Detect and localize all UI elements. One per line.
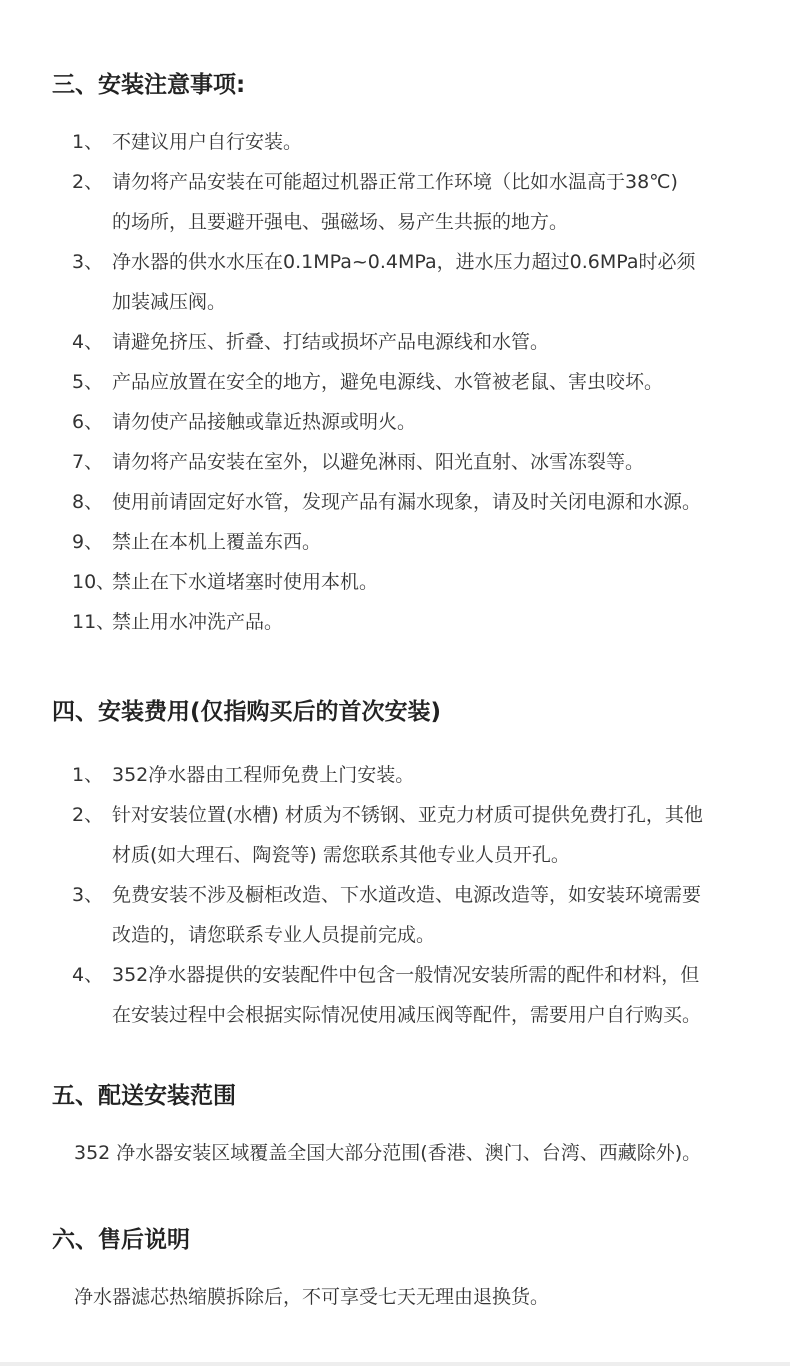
item-text: 使用前请固定好水管，发现产品有漏水现象，请及时关闭电源和水源。 bbox=[112, 491, 702, 513]
item-text: 针对安装位置(水槽) 材质为不锈钢、亚克力材质可提供免费打孔，其他 bbox=[112, 804, 703, 826]
section-6-title: 六、售后说明 bbox=[52, 1227, 190, 1253]
list-item bbox=[72, 362, 752, 402]
item-text-continued: 在安装过程中会根据实际情况使用减压阀等配件，需要用户自行购买。 bbox=[112, 1004, 702, 1026]
item-text: 请勿使产品接触或靠近热源或明火。 bbox=[112, 411, 417, 433]
item-number: 3、 bbox=[72, 251, 104, 273]
item-text-continued: 的场所，且要避开强电、强磁场、易产生共振的地方。 bbox=[112, 211, 569, 233]
item-number: 7、 bbox=[72, 451, 104, 473]
item-number: 3、 bbox=[72, 884, 104, 906]
item-text-continued: 改造的，请您联系专业人员提前完成。 bbox=[112, 924, 436, 946]
item-text: 产品应放置在安全的地方，避免电源线、水管被老鼠、害虫咬坏。 bbox=[112, 371, 664, 393]
item-text: 352净水器提供的安装配件中包含一般情况安装所需的配件和材料，但 bbox=[112, 964, 700, 986]
list-item bbox=[72, 955, 752, 1035]
list-item bbox=[72, 875, 752, 955]
list-item bbox=[72, 442, 752, 482]
bottom-divider bbox=[0, 1362, 790, 1366]
item-number: 9、 bbox=[72, 531, 104, 553]
item-text-continued: 材质(如大理石、陶瓷等) 需您联系其他专业人员开孔。 bbox=[112, 844, 570, 866]
item-number: 10、 bbox=[72, 571, 116, 593]
item-number: 2、 bbox=[72, 171, 104, 193]
item-number: 2、 bbox=[72, 804, 104, 826]
item-number: 11、 bbox=[72, 611, 116, 633]
list-item bbox=[72, 562, 752, 602]
item-text: 请勿将产品安装在可能超过机器正常工作环境（比如水温高于38℃) bbox=[112, 171, 678, 193]
item-number: 5、 bbox=[72, 371, 104, 393]
list-item bbox=[72, 795, 752, 875]
section-6-text: 净水器滤芯热缩膜拆除后，不可享受七天无理由退换货。 bbox=[74, 1286, 550, 1308]
list-item bbox=[72, 522, 752, 562]
list-item bbox=[72, 122, 752, 162]
item-number: 1、 bbox=[72, 131, 104, 153]
section-5-title: 五、配送安装范围 bbox=[52, 1083, 236, 1109]
item-number: 4、 bbox=[72, 331, 104, 353]
list-item bbox=[72, 162, 752, 242]
item-text: 不建议用户自行安装。 bbox=[112, 131, 303, 153]
list-item bbox=[72, 322, 752, 362]
list-item bbox=[72, 755, 752, 795]
item-number: 4、 bbox=[72, 964, 104, 986]
item-text: 请勿将产品安装在室外，以避免淋雨、阳光直射、冰雪冻裂等。 bbox=[112, 451, 645, 473]
item-text: 请避免挤压、折叠、打结或损坏产品电源线和水管。 bbox=[112, 331, 550, 353]
list-item bbox=[72, 602, 752, 642]
item-text: 禁止在本机上覆盖东西。 bbox=[112, 531, 322, 553]
list-item bbox=[72, 402, 752, 442]
section-4-title: 四、安装费用(仅指购买后的首次安装) bbox=[52, 699, 442, 725]
section-5-text: 352 净水器安装区域覆盖全国大部分范围(香港、澳门、台湾、西藏除外)。 bbox=[74, 1142, 702, 1164]
item-text: 净水器的供水水压在0.1MPa~0.4MPa，进水压力超过0.6MPa时必须 bbox=[112, 251, 696, 273]
item-text: 禁止在下水道堵塞时使用本机。 bbox=[112, 571, 379, 593]
item-number: 1、 bbox=[72, 764, 104, 786]
item-text: 禁止用水冲洗产品。 bbox=[112, 611, 284, 633]
item-text: 352净水器由工程师免费上门安装。 bbox=[112, 764, 415, 786]
item-text-continued: 加装减压阀。 bbox=[112, 291, 227, 313]
item-number: 8、 bbox=[72, 491, 104, 513]
section-3-title: 三、安装注意事项: bbox=[52, 72, 246, 98]
item-text: 免费安装不涉及橱柜改造、下水道改造、电源改造等，如安装环境需要 bbox=[112, 884, 702, 906]
list-item bbox=[72, 242, 752, 322]
list-item bbox=[72, 482, 752, 522]
item-number: 6、 bbox=[72, 411, 104, 433]
